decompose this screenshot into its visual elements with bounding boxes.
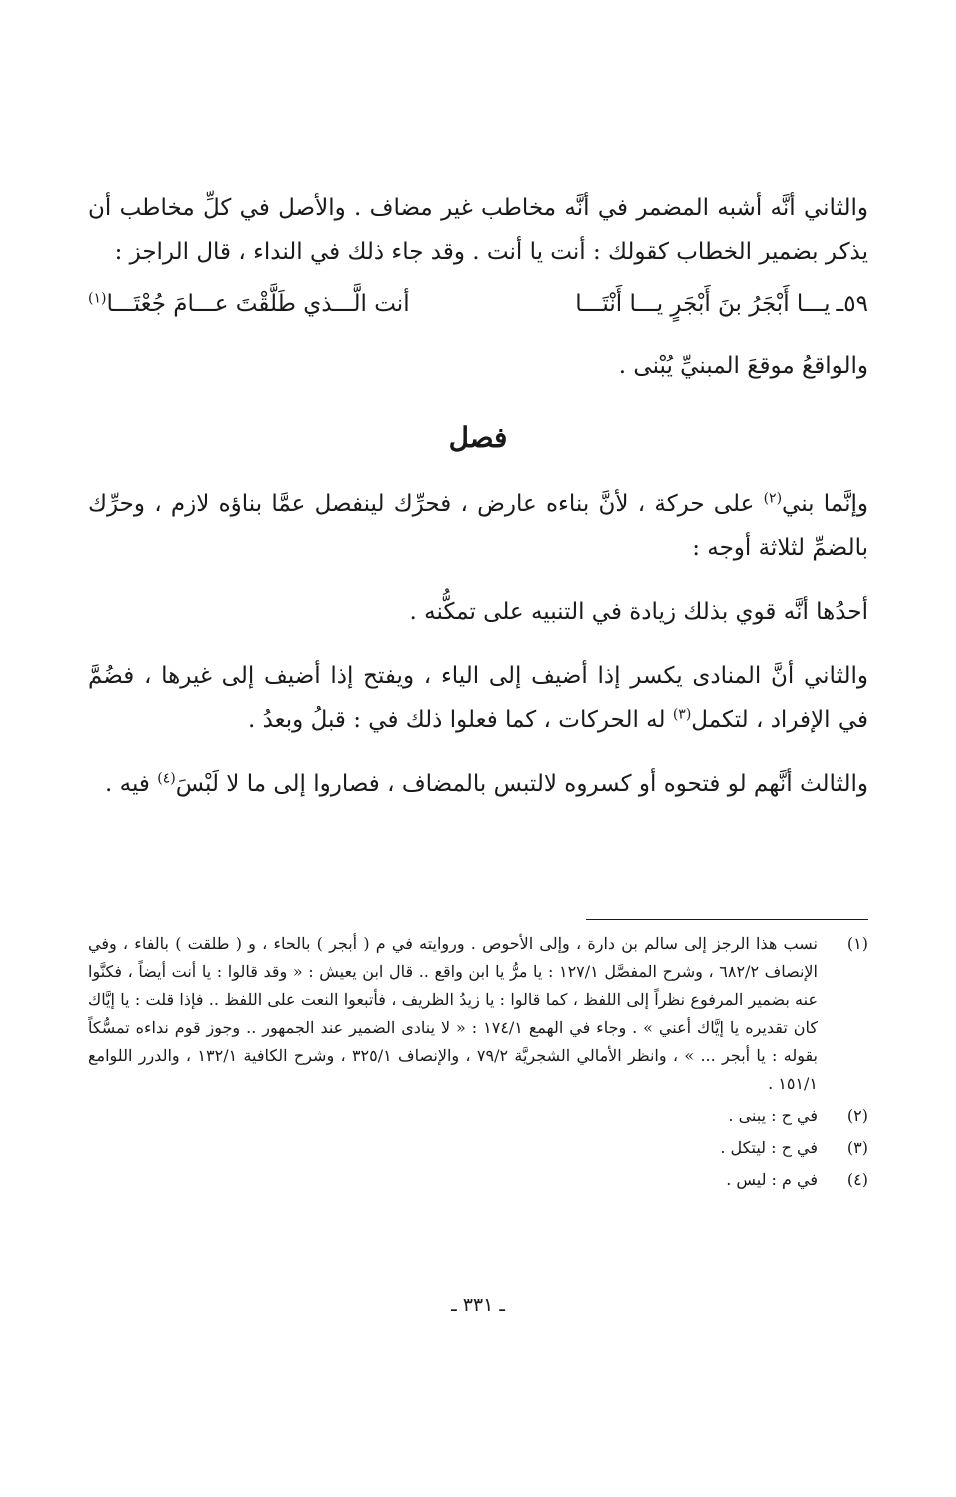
footnote-number: (٤): [846, 1170, 868, 1189]
section-title: فصل: [448, 421, 508, 454]
verse-first-hemistich: يـــا أَبْجَرُ بنَ أَبْجَرٍ يـــا أَنْتَـــا: [575, 291, 831, 317]
verse-second-text: أنت الَّـــذي طَلَّقْتَ عـــامَ جُعْتَـــا: [106, 291, 410, 317]
footnote-1: [88, 930, 868, 1098]
footnote-separator: [586, 919, 868, 920]
paragraph-second-aspect: [88, 654, 868, 742]
para5-text-a: والثاني أنَّ المنادى يكسر إذا أضيف إلى الياء ، ويفتح إذا أضيف إلى غيرها ، فضُمَّ في الإفراد ، لتكمل: [88, 663, 868, 733]
footnotes: [88, 930, 868, 1198]
footnote-3: [88, 1134, 868, 1162]
footnote-ref-1[interactable]: (١): [88, 290, 107, 307]
paragraph-second-reason: والثاني أنَّه أشبه المضمر في أنَّه مخاطب غير مضاف . والأصل في كلِّ مخاطب أن يذكر بضمير الخطاب كقولك : أنت يا أنت . وقد جاء ذلك في النداء ، قال الراجز :: [88, 195, 868, 265]
para3-text-b: على حركة ، لأنَّ بناءه عارض ، فحرِّك لينفصل عمَّا بناؤه لازم ، وحرِّك بالضمِّ لثلاثة أوجه :: [88, 491, 868, 561]
verse-second-hemistich: [88, 282, 459, 326]
paragraph-rule: والواقعُ موقعَ المبنيِّ يُبْنى .: [618, 353, 868, 379]
verse-number: ٥٩ـ: [836, 291, 868, 317]
footnote-number: (١): [846, 934, 868, 953]
footnote-text: في ح : يبنى .: [728, 1106, 818, 1125]
footnote-number: (٢): [846, 1106, 868, 1125]
para3-text-a: وإنَّما بني: [782, 491, 868, 517]
main-text: [88, 186, 868, 826]
para5-text-b: له الحركات ، كما فعلوا ذلك في : قبلُ وبعدُ .: [247, 707, 673, 733]
para6-text-a: والثالث أنَّهم لو فتحوه أو كسروه لالتبس بالمضاف ، فصاروا إلى ما لا لَبْسَ: [175, 771, 868, 797]
para6-text-b: فيه .: [105, 771, 158, 797]
page-number: ـ ٣٣١ ـ: [451, 1294, 505, 1316]
footnote-4: [88, 1166, 868, 1194]
footnote-text: نسب هذا الرجز إلى سالم بن دارة ، وإلى الأحوص . وروايته في م ( أبجر ) بالحاء ، و ( طلقت ) بالفاء ، وفي الإنصاف ٦٨٢/٢ ، وشرح المفصَّل ١٢٧/١ : يا مرُّ يا ابن واقع .. قال ابن يعيش : « وقد قالوا : يا أنت أيضاً ، فكنَّوا عنه بضمير المرفوع نظراً إلى اللفظ ، كما قالوا : يا زيدُ الظريف ، فأتبعوا النعت على اللفظ .. فإذا قلت : يا إيَّاك كان تقديره يا إيَّاك أعني » . وجاء في الهمع ١٧٤/١ : « لا ينادى الضمير عند الجمهور .. وجوز قوم نداءه تمسُّكاً بقوله : يا أبجر ... » ، وانظر الأمالي الشجريَّة ٧٩/٢ ، والإنصاف ٣٢٥/١ ، وشرح الكافية ١٣٢/١ ، والدرر اللوامع ١٥١/١ .: [88, 934, 818, 1093]
footnote-number: (٣): [846, 1138, 868, 1157]
footnote-text: في م : ليس .: [726, 1170, 818, 1189]
paragraph-third-aspect: [88, 762, 868, 806]
paragraph-why-built: [88, 482, 868, 570]
footnote-text: في ح : ليتكل .: [720, 1138, 818, 1157]
footnote-ref-3[interactable]: (٣): [672, 706, 692, 723]
footnote-2: [88, 1102, 868, 1130]
paragraph-first-aspect: أحدُها أنَّه قوي بذلك زيادة في التنبيه على تمكُّنه .: [409, 599, 868, 625]
footnote-ref-4[interactable]: (٤): [157, 770, 176, 787]
poem-verse: [88, 282, 868, 326]
footnote-ref-2[interactable]: (٢): [763, 490, 783, 507]
